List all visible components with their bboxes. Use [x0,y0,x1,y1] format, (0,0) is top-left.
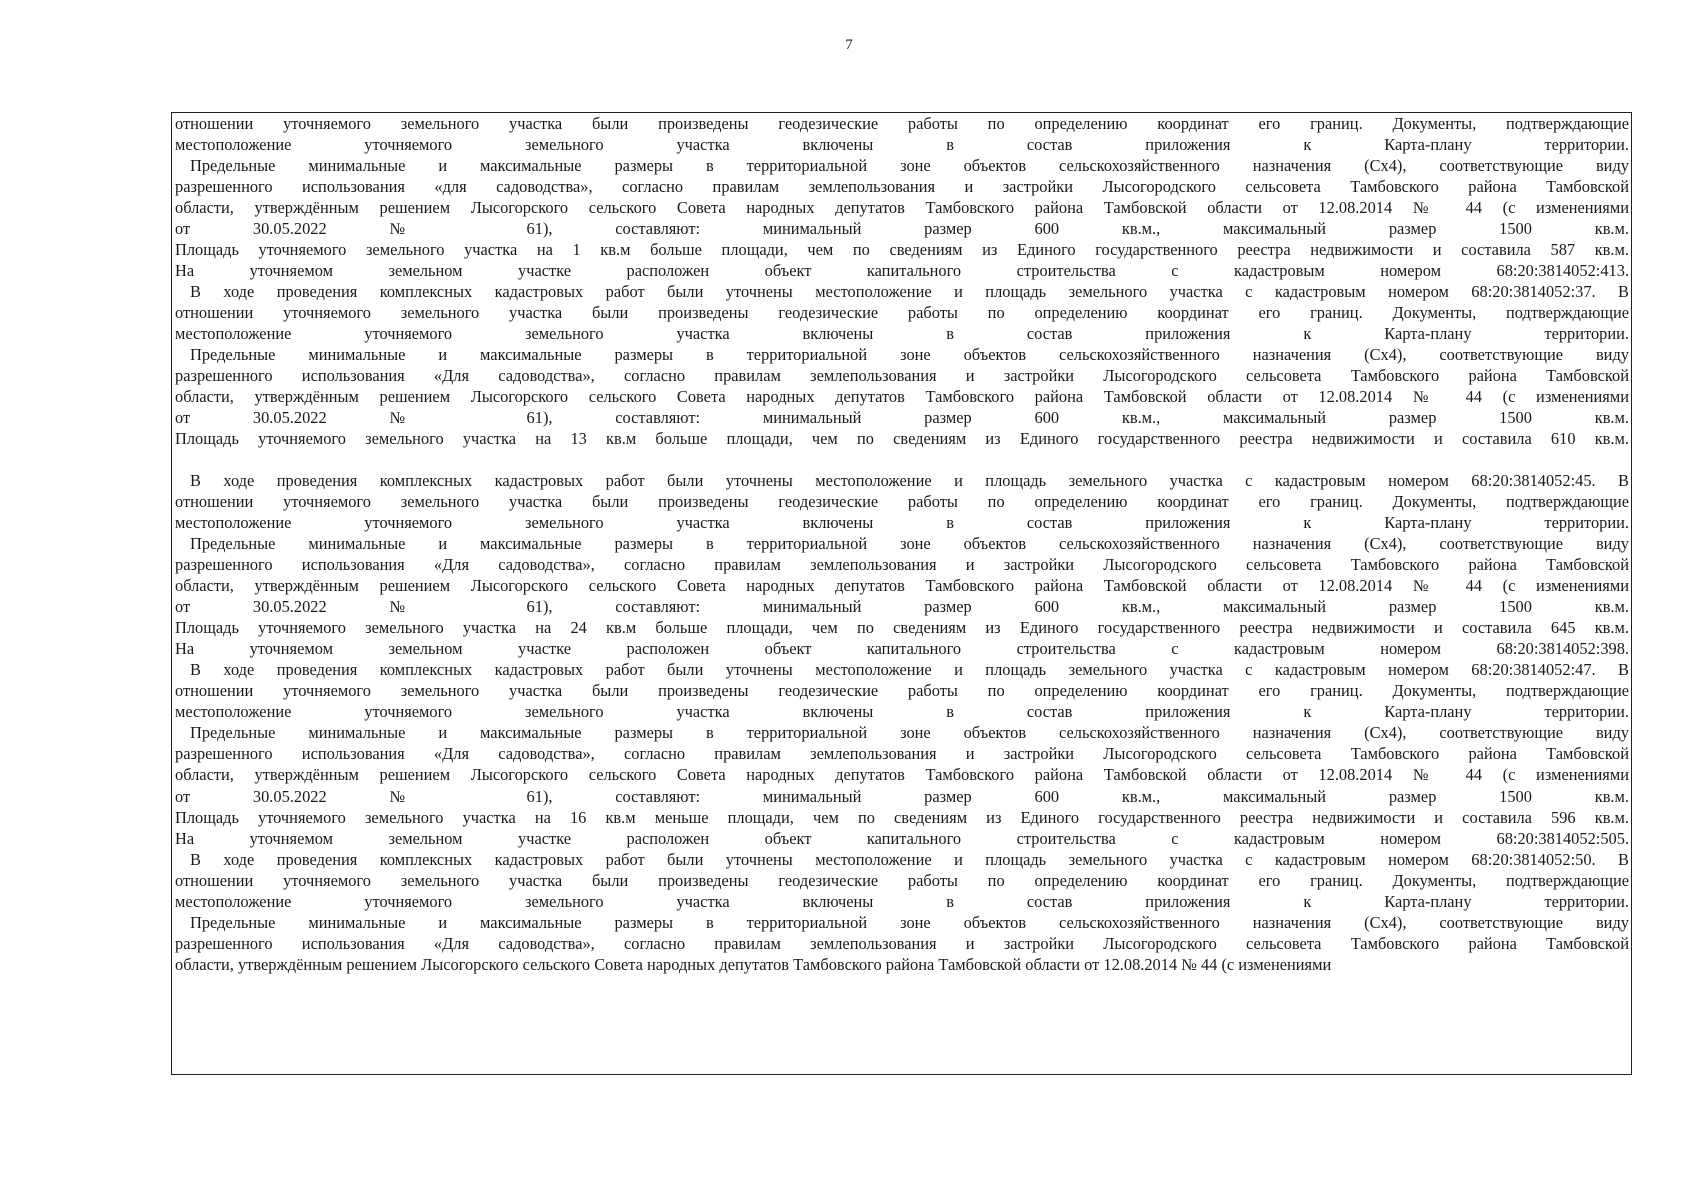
text-line: На уточняемом земельном участке расположен объект капитального строительства с кадастровым номером 68:20:3814052:413. [175,261,1629,281]
text-line: разрешенного использования «Для садоводства», согласно правилам землепользования и застройки Лысогородского сельсовета Тамбовского района Тамбовской [175,366,1629,386]
text-line: На уточняемом земельном участке расположен объект капитального строительства с кадастровым номером 68:20:3814052:505. [175,828,1629,848]
text-line: Площадь уточняемого земельного участка на 13 кв.м больше площади, чем по сведениям из Единого государственного реестра недвижимости и составила 610 кв.м. [175,429,1629,449]
text-line: В ходе проведения комплексных кадастровых работ были уточнены местоположение и площадь земельного участка с кадастровым номером 68:20:3814052:45. В [190,471,1629,491]
text-line: местоположение уточняемого земельного участка включены в состав приложения к Карта-плану территории. [175,513,1629,533]
text-line: В ходе проведения комплексных кадастровых работ были уточнены местоположение и площадь земельного участка с кадастровым номером 68:20:3814052:50. В [190,849,1629,869]
text-line: Предельные минимальные и максимальные размеры в территориальной зоне объектов сельскохозяйственного назначения (Сх4), соответствующие виду [190,345,1629,365]
text-line: местоположение уточняемого земельного участка включены в состав приложения к Карта-плану территории. [175,324,1629,344]
text-line: разрешенного использования «Для садоводства», согласно правилам землепользования и застройки Лысогородского сельсовета Тамбовского района Тамбовской [175,933,1629,953]
blank-line [172,449,1631,470]
text-line: местоположение уточняемого земельного участка включены в состав приложения к Карта-плану территории. [175,891,1629,911]
text-line: отношении уточняемого земельного участка были произведены геодезические работы по определению координат его границ. Документы, подтверждающие [175,681,1629,701]
text-line: области, утверждённым решением Лысогорского сельского Совета народных депутатов Тамбовского района Тамбовской области от 12.08.2014 № 44 (с изменениями [175,198,1629,218]
document-text-frame [171,112,1632,1075]
text-line: отношении уточняемого земельного участка были произведены геодезические работы по определению координат его границ. Документы, подтверждающие [175,870,1629,890]
text-line: Предельные минимальные и максимальные размеры в территориальной зоне объектов сельскохозяйственного назначения (Сх4), соответствующие виду [190,534,1629,554]
text-line: разрешенного использования «Для садоводства», согласно правилам землепользования и застройки Лысогородского сельсовета Тамбовского района Тамбовской [175,555,1629,575]
text-line: Площадь уточняемого земельного участка на 1 кв.м больше площади, чем по сведениям из Единого государственного реестра недвижимости и составила 587 кв.м. [175,240,1629,260]
text-line: разрешенного использования «Для садоводства», согласно правилам землепользования и застройки Лысогородского сельсовета Тамбовского района Тамбовской [175,744,1629,764]
text-line: На уточняемом земельном участке расположен объект капитального строительства с кадастровым номером 68:20:3814052:398. [175,639,1629,659]
text-line: от 30.05.2022 № 61), составляют: минимальный размер 600 кв.м., максимальный размер 1500 кв.м. [175,597,1629,617]
text-line: области, утверждённым решением Лысогорского сельского Совета народных депутатов Тамбовского района Тамбовской области от 12.08.2014 № 44 (с изменениями [175,765,1629,785]
text-line: Предельные минимальные и максимальные размеры в территориальной зоне объектов сельскохозяйственного назначения (Сх4), соответствующие виду [190,723,1629,743]
text-line: местоположение уточняемого земельного участка включены в состав приложения к Карта-плану территории. [175,702,1629,722]
page-number: 7 [845,37,853,53]
text-line: области, утверждённым решением Лысогорского сельского Совета народных депутатов Тамбовского района Тамбовской области от 12.08.2014 № 44 (с изменениями [175,387,1629,407]
text-line: отношении уточняемого земельного участка были произведены геодезические работы по определению координат его границ. Документы, подтверждающие [175,114,1629,133]
text-line: отношении уточняемого земельного участка были произведены геодезические работы по определению координат его границ. Документы, подтверждающие [175,303,1629,323]
text-line: разрешенного использования «для садоводства», согласно правилам землепользования и застройки Лысогородского сельсовета Тамбовского района Тамбовской [175,177,1629,197]
text-line: местоположение уточняемого земельного участка включены в состав приложения к Карта-плану территории. [175,135,1629,155]
text-line: Площадь уточняемого земельного участка на 24 кв.м больше площади, чем по сведениям из Единого государственного реестра недвижимости и составила 645 кв.м. [175,618,1629,638]
text-line: Предельные минимальные и максимальные размеры в территориальной зоне объектов сельскохозяйственного назначения (Сх4), соответствующие виду [190,912,1629,932]
text-line: от 30.05.2022 № 61), составляют: минимальный размер 600 кв.м., максимальный размер 1500 кв.м. [175,219,1629,239]
text-line: В ходе проведения комплексных кадастровых работ были уточнены местоположение и площадь земельного участка с кадастровым номером 68:20:3814052:37. В [190,282,1629,302]
text-line: В ходе проведения комплексных кадастровых работ были уточнены местоположение и площадь земельного участка с кадастровым номером 68:20:3814052:47. В [190,660,1629,680]
text-line: от 30.05.2022 № 61), составляют: минимальный размер 600 кв.м., максимальный размер 1500 кв.м. [175,408,1629,428]
text-line: отношении уточняемого земельного участка были произведены геодезические работы по определению координат его границ. Документы, подтверждающие [175,492,1629,512]
text-line: области, утверждённым решением Лысогорского сельского Совета народных депутатов Тамбовского района Тамбовской области от 12.08.2014 № 44 (с изменениями [175,576,1629,596]
text-line: от 30.05.2022 № 61), составляют: минимальный размер 600 кв.м., максимальный размер 1500 кв.м. [175,786,1629,806]
text-line: области, утверждённым решением Лысогорского сельского Совета народных депутатов Тамбовского района Тамбовской области от 12.08.2014 № 44 (с изменениями [175,954,1332,974]
text-line: Площадь уточняемого земельного участка на 16 кв.м меньше площади, чем по сведениям из Единого государственного реестра недвижимости и составила 596 кв.м. [175,807,1629,827]
text-line: Предельные минимальные и максимальные размеры в территориальной зоне объектов сельскохозяйственного назначения (Сх4), соответствующие виду [190,156,1629,176]
